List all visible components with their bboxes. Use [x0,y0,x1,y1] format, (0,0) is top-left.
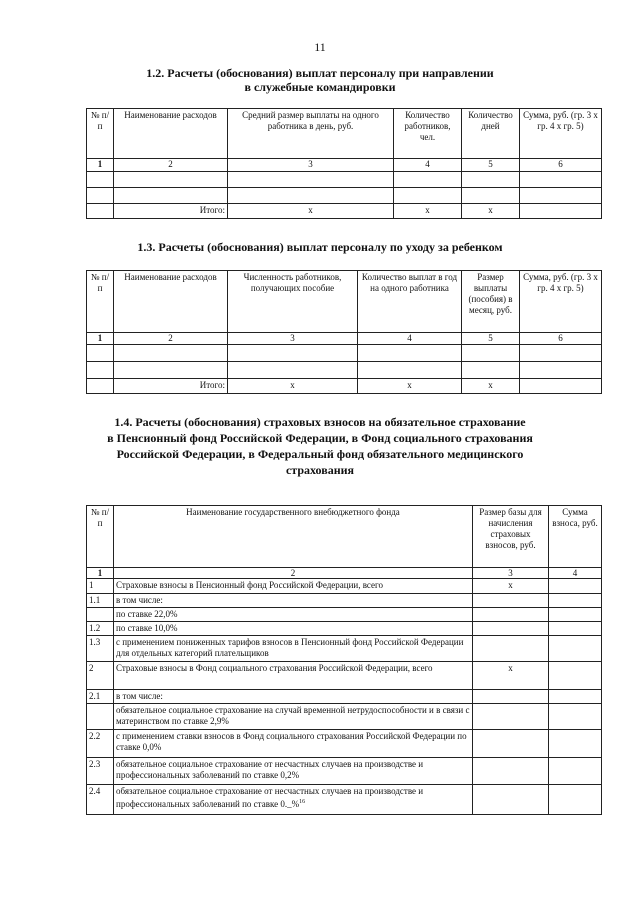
row-name: обязательное социальное страхование на случай временной нетрудоспособности и в связи с материнством по ставке 2,9% [114,704,473,730]
table-row [87,594,602,608]
col-number: 3 [228,333,358,345]
row-number: 2.4 [87,785,114,815]
table-row [87,690,602,704]
row-base: x [473,579,549,594]
col-header: № п/п [87,109,114,159]
insurance-contributions-table [86,505,602,815]
table-row [87,188,602,204]
col-number: 2 [114,159,228,172]
col-header: Размер выплаты (пособия) в месяц, руб. [462,271,520,333]
col-number: 3 [473,568,549,579]
section-1-2-title-line1: 1.2. Расчеты (обоснования) выплат персоналу при направлении [146,66,494,80]
table-row [87,662,602,690]
total-label: Итого: [114,379,228,394]
row-base [473,730,549,758]
childcare-payments-table [86,270,602,394]
total-cell: x [228,379,358,394]
row-name: обязательное социальное страхование от несчастных случаев на производстве и профессиональных заболеваний по ставке 0,2% [114,758,473,785]
column-number-row [87,159,602,172]
row-sum [549,662,602,690]
row-number: 1.3 [87,636,114,662]
col-header: Сумма, руб. (гр. 3 х гр. 4 х гр. 5) [520,109,602,159]
col-number: 5 [462,333,520,345]
table-row [87,704,602,730]
row-base: x [473,662,549,690]
table-row [87,608,602,622]
table-row [87,345,602,362]
col-number: 6 [520,159,602,172]
col-header: Количество работников, чел. [394,109,462,159]
col-header: Сумма взноса, руб. [549,506,602,568]
col-number: 1 [87,333,114,345]
table-row [87,579,602,594]
col-number: 1 [87,568,114,579]
col-header: Наименование расходов [114,271,228,333]
row-number [87,704,114,730]
footnote-marker: 16 [299,799,306,805]
row-base [473,636,549,662]
table-row [87,636,602,662]
row-base [473,622,549,636]
col-number: 1 [87,159,114,172]
total-cell: x [462,204,520,219]
table-row [87,172,602,188]
total-cell: x [394,204,462,219]
total-row [87,204,602,219]
table-row [87,730,602,758]
col-number: 2 [114,333,228,345]
row-sum [549,785,602,815]
col-number: 6 [520,333,602,345]
col-number: 5 [462,159,520,172]
row-base [473,690,549,704]
row-name: Страховые взносы в Фонд социального страхования Российской Федерации, всего [114,662,473,690]
column-number-row [87,333,602,345]
table-row [87,622,602,636]
col-number: 3 [228,159,394,172]
row-base [473,608,549,622]
section-1-2-title-line2: в служебные командировки [244,80,396,94]
row-base [473,704,549,730]
row-base [473,594,549,608]
table-header-row [87,109,602,159]
row-number: 2.3 [87,758,114,785]
col-header: № п/п [87,506,114,568]
col-number: 4 [549,568,602,579]
total-cell: x [228,204,394,219]
row-sum [549,704,602,730]
col-number: 4 [394,159,462,172]
row-number [87,608,114,622]
row-number: 1 [87,579,114,594]
row-name: с применением ставки взносов в Фонд социального страхования Российской Федерации по ставке 0,0% [114,730,473,758]
col-header: № п/п [87,271,114,333]
row-number: 1.2 [87,622,114,636]
col-header: Средний размер выплаты на одного работника в день, руб. [228,109,394,159]
row-name: в том числе: [114,594,473,608]
row-name: Страховые взносы в Пенсионный фонд Российской Федерации, всего [114,579,473,594]
row-number: 2.2 [87,730,114,758]
travel-payments-table [86,108,602,219]
row-name: в том числе: [114,690,473,704]
row-sum [549,622,602,636]
row-sum [549,636,602,662]
row-sum [549,690,602,704]
table-header-row [87,506,602,568]
table-row [87,758,602,785]
total-cell: x [358,379,462,394]
section-1-4-title-line2: в Пенсионный фонд Российской Федерации, в Фонд социального страхования [107,431,533,445]
col-number: 2 [114,568,473,579]
col-header: Сумма, руб. (гр. 3 х гр. 4 х гр. 5) [520,271,602,333]
row-sum [549,758,602,785]
col-header: Наименование государственного внебюджетного фонда [114,506,473,568]
row-number: 1.1 [87,594,114,608]
section-1-3-title: 1.3. Расчеты (обоснования) выплат персоналу по уходу за ребенком [137,240,503,254]
section-1-4-title-line4: страхования [285,463,355,477]
col-number: 4 [358,333,462,345]
row-number: 2.1 [87,690,114,704]
col-header: Наименование расходов [114,109,228,159]
row-sum [549,579,602,594]
row-name-text: обязательное социальное страхование от несчастных случаев на производстве и профессиональных заболеваний по ставке 0._% [116,786,424,809]
total-cell: x [462,379,520,394]
col-header: Количество дней [462,109,520,159]
row-base [473,758,549,785]
row-sum [549,730,602,758]
column-number-row [87,568,602,579]
table-header-row [87,271,602,333]
table-row [87,362,602,379]
row-sum [549,594,602,608]
row-base [473,785,549,815]
table-row [87,785,602,815]
section-1-4-title-line1: 1.4. Расчеты (обоснования) страховых взносов на обязательное страхование [114,415,526,429]
row-name: с применением пониженных тарифов взносов в Пенсионный фонд Российской Федерации для отдельных категорий плательщиков [114,636,473,662]
row-sum [549,608,602,622]
col-header: Численность работников, получающих пособие [228,271,358,333]
row-name: по ставке 22,0% [114,608,473,622]
section-1-4-title-line3: Российской Федерации, в Федеральный фонд обязательного медицинского [116,447,524,461]
col-header: Количество выплат в год на одного работника [358,271,462,333]
row-number: 2 [87,662,114,690]
row-name: по ставке 10,0% [114,622,473,636]
total-row [87,379,602,394]
total-label: Итого: [114,204,228,219]
page-number: 11 [314,40,326,54]
row-name [114,785,473,815]
col-header: Размер базы для начисления страховых взносов, руб. [473,506,549,568]
